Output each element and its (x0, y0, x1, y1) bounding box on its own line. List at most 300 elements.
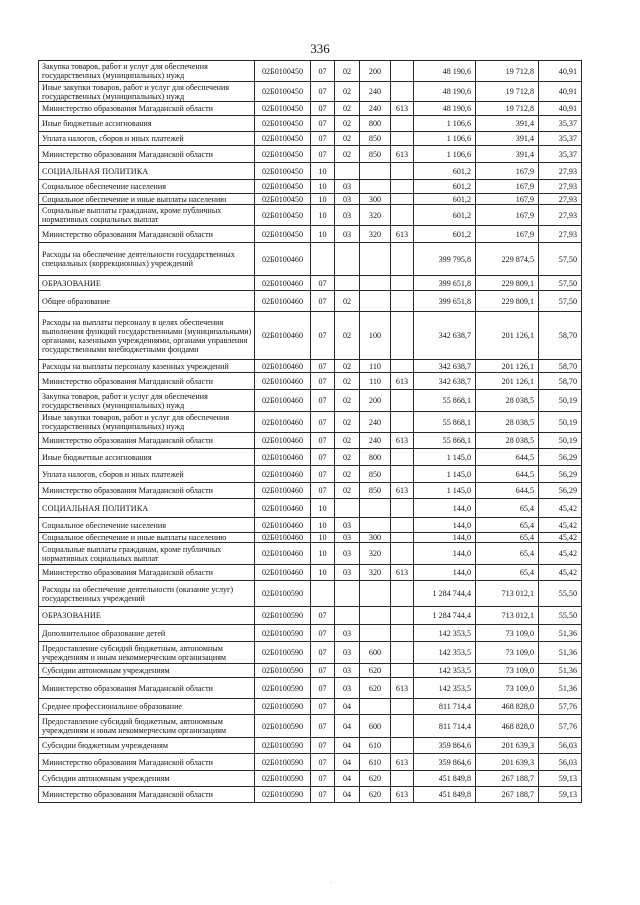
cell-pr: 02 (335, 116, 360, 132)
cell-rz: 10 (311, 543, 335, 565)
cell-grbs (391, 466, 414, 483)
table-row (39, 625, 582, 642)
cell-exec: 267 188,7 (476, 787, 539, 803)
cell-name: СОЦИАЛЬНАЯ ПОЛИТИКА (39, 163, 255, 180)
cell-exec: 713 012,1 (476, 607, 539, 625)
cell-csr: 02Б0100460 (255, 390, 311, 412)
cell-vr (360, 163, 391, 180)
cell-vr (360, 291, 391, 312)
cell-csr: 02Б0100590 (255, 754, 311, 771)
table-row (39, 449, 582, 466)
cell-pr: 04 (335, 787, 360, 803)
cell-plan: 55 868,1 (414, 412, 476, 433)
cell-name: Уплата налогов, сборов и иных платежей (39, 132, 255, 146)
cell-exec: 167,9 (476, 180, 539, 194)
cell-exec: 65,4 (476, 565, 539, 581)
cell-pct: 45,42 (539, 518, 582, 533)
cell-name: Социальное обеспечение населения (39, 518, 255, 533)
cell-rz: 07 (311, 61, 335, 82)
cell-name: СОЦИАЛЬНАЯ ПОЛИТИКА (39, 499, 255, 518)
cell-exec: 167,9 (476, 194, 539, 205)
cell-grbs (391, 518, 414, 533)
cell-vr (360, 518, 391, 533)
cell-plan: 399 651,8 (414, 276, 476, 291)
cell-grbs: 613 (391, 787, 414, 803)
cell-name: Министерство образования Магаданской области (39, 102, 255, 116)
cell-grbs: 613 (391, 433, 414, 449)
cell-name: Иные закупки товаров, работ и услуг для обеспечения государственных (муниципальных) нужд (39, 82, 255, 102)
cell-pct: 56,29 (539, 483, 582, 499)
cell-exec: 73 109,0 (476, 678, 539, 699)
cell-exec: 65,4 (476, 499, 539, 518)
cell-name: Социальное обеспечение и иные выплаты населению (39, 194, 255, 205)
cell-pr: 03 (335, 678, 360, 699)
cell-name: Социальное обеспечение и иные выплаты населению (39, 533, 255, 543)
cell-exec: 468 828,0 (476, 715, 539, 738)
cell-exec: 201 126,1 (476, 373, 539, 390)
cell-csr: 02Б0100450 (255, 226, 311, 243)
cell-pr: 02 (335, 433, 360, 449)
cell-grbs: 613 (391, 373, 414, 390)
table-row (39, 373, 582, 390)
cell-name: Уплата налогов, сборов и иных платежей (39, 466, 255, 483)
table-row (39, 754, 582, 771)
cell-pct: 58,70 (539, 360, 582, 373)
cell-csr: 02Б0100460 (255, 483, 311, 499)
cell-grbs (391, 581, 414, 607)
cell-rz (311, 581, 335, 607)
cell-rz: 07 (311, 116, 335, 132)
cell-pr: 02 (335, 373, 360, 390)
cell-pr: 04 (335, 754, 360, 771)
cell-exec: 644,5 (476, 483, 539, 499)
cell-name: Расходы на обеспечение деятельности (оказание услуг) государственных учреждений (39, 581, 255, 607)
cell-plan: 1 145,0 (414, 449, 476, 466)
cell-exec: 167,9 (476, 205, 539, 226)
cell-vr: 610 (360, 738, 391, 754)
scan-mark: · (330, 880, 332, 886)
cell-exec: 267 188,7 (476, 771, 539, 787)
cell-pct: 27,93 (539, 226, 582, 243)
cell-grbs (391, 412, 414, 433)
cell-grbs (391, 61, 414, 82)
cell-vr: 110 (360, 373, 391, 390)
cell-rz: 07 (311, 412, 335, 433)
cell-pr (335, 499, 360, 518)
cell-vr: 240 (360, 82, 391, 102)
cell-plan: 142 353,5 (414, 678, 476, 699)
cell-pr: 02 (335, 312, 360, 360)
cell-vr: 800 (360, 449, 391, 466)
cell-pct: 35,37 (539, 116, 582, 132)
cell-pr: 03 (335, 642, 360, 664)
cell-vr: 320 (360, 543, 391, 565)
cell-plan: 55 868,1 (414, 390, 476, 412)
cell-plan: 811 714,4 (414, 699, 476, 715)
table-row (39, 699, 582, 715)
cell-rz: 07 (311, 607, 335, 625)
cell-grbs (391, 180, 414, 194)
cell-plan: 144,0 (414, 518, 476, 533)
cell-grbs (391, 543, 414, 565)
cell-rz: 10 (311, 194, 335, 205)
cell-plan: 342 638,7 (414, 360, 476, 373)
cell-name: Социальные выплаты гражданам, кроме публичных нормативных социальных выплат (39, 543, 255, 565)
cell-plan: 55 868,1 (414, 433, 476, 449)
cell-exec: 28 038,5 (476, 433, 539, 449)
table-row (39, 390, 582, 412)
cell-rz: 07 (311, 291, 335, 312)
table-row (39, 664, 582, 678)
cell-pr: 03 (335, 180, 360, 194)
cell-rz: 07 (311, 483, 335, 499)
cell-vr: 240 (360, 433, 391, 449)
cell-rz: 07 (311, 312, 335, 360)
cell-rz: 10 (311, 180, 335, 194)
cell-name: ОБРАЗОВАНИЕ (39, 607, 255, 625)
cell-vr: 300 (360, 533, 391, 543)
cell-name: Расходы на обеспечение деятельности государственных специальных (коррекционных) учреждений (39, 243, 255, 276)
cell-grbs: 613 (391, 146, 414, 163)
cell-pct: 57,76 (539, 699, 582, 715)
cell-plan: 1 284 744,4 (414, 607, 476, 625)
cell-plan: 601,2 (414, 205, 476, 226)
cell-name: Иные бюджетные ассигнования (39, 449, 255, 466)
cell-pr: 03 (335, 205, 360, 226)
cell-vr: 300 (360, 194, 391, 205)
cell-plan: 48 190,6 (414, 102, 476, 116)
cell-pr: 02 (335, 82, 360, 102)
cell-exec: 65,4 (476, 533, 539, 543)
cell-pct: 45,42 (539, 533, 582, 543)
cell-rz: 10 (311, 226, 335, 243)
cell-grbs (391, 194, 414, 205)
cell-vr (360, 276, 391, 291)
table-row (39, 226, 582, 243)
cell-grbs: 613 (391, 565, 414, 581)
cell-csr: 02Б0100590 (255, 642, 311, 664)
cell-rz: 07 (311, 699, 335, 715)
cell-pr: 02 (335, 390, 360, 412)
cell-plan: 399 651,8 (414, 291, 476, 312)
table-row (39, 291, 582, 312)
cell-csr: 02Б0100460 (255, 291, 311, 312)
cell-pct: 51,36 (539, 625, 582, 642)
cell-plan: 48 190,6 (414, 61, 476, 82)
cell-pr: 02 (335, 61, 360, 82)
cell-plan: 1 145,0 (414, 466, 476, 483)
cell-csr: 02Б0100450 (255, 132, 311, 146)
cell-csr: 02Б0100450 (255, 194, 311, 205)
cell-grbs: 613 (391, 102, 414, 116)
cell-exec: 73 109,0 (476, 664, 539, 678)
cell-plan: 342 638,7 (414, 373, 476, 390)
cell-exec: 391,4 (476, 132, 539, 146)
cell-grbs (391, 533, 414, 543)
cell-exec: 19 712,8 (476, 102, 539, 116)
cell-rz: 07 (311, 276, 335, 291)
cell-plan: 451 849,8 (414, 771, 476, 787)
cell-name: Расходы на выплаты персоналу в целях обеспечения выполнения функций государственными (муниципальными) органами, казенными учреждениями, органами управления государственными внебюджетными фондами (39, 312, 255, 360)
cell-pct: 56,03 (539, 754, 582, 771)
cell-grbs: 613 (391, 483, 414, 499)
cell-grbs (391, 715, 414, 738)
table-row (39, 518, 582, 533)
cell-vr (360, 625, 391, 642)
cell-rz (311, 243, 335, 276)
cell-name: ОБРАЗОВАНИЕ (39, 276, 255, 291)
cell-name: Министерство образования Магаданской области (39, 787, 255, 803)
table-row (39, 483, 582, 499)
cell-name: Субсидии бюджетным учреждениям (39, 738, 255, 754)
cell-pct: 40,91 (539, 61, 582, 82)
cell-pr: 02 (335, 466, 360, 483)
table-row (39, 533, 582, 543)
cell-csr: 02Б0100590 (255, 625, 311, 642)
cell-grbs (391, 82, 414, 102)
cell-exec: 391,4 (476, 146, 539, 163)
cell-plan: 811 714,4 (414, 715, 476, 738)
cell-exec: 167,9 (476, 226, 539, 243)
cell-plan: 601,2 (414, 226, 476, 243)
table-row (39, 132, 582, 146)
cell-plan: 359 864,6 (414, 754, 476, 771)
cell-exec: 229 809,1 (476, 291, 539, 312)
cell-vr: 620 (360, 664, 391, 678)
cell-pct: 57,50 (539, 291, 582, 312)
cell-pct: 59,13 (539, 787, 582, 803)
cell-name: Предоставление субсидий бюджетным, автономным учреждениям и иным некоммерческим организациям (39, 642, 255, 664)
cell-exec: 201 639,3 (476, 754, 539, 771)
table-row (39, 61, 582, 82)
cell-pct: 58,70 (539, 373, 582, 390)
cell-exec: 713 012,1 (476, 581, 539, 607)
cell-plan: 601,2 (414, 180, 476, 194)
cell-csr: 02Б0100450 (255, 82, 311, 102)
table-row (39, 715, 582, 738)
cell-pct: 51,36 (539, 664, 582, 678)
cell-csr: 02Б0100460 (255, 412, 311, 433)
cell-pr: 04 (335, 715, 360, 738)
cell-name: Закупка товаров, работ и услуг для обеспечения государственных (муниципальных) нужд (39, 390, 255, 412)
cell-pr: 02 (335, 449, 360, 466)
cell-csr: 02Б0100460 (255, 360, 311, 373)
cell-rz: 10 (311, 163, 335, 180)
table-row (39, 102, 582, 116)
cell-name: Министерство образования Магаданской области (39, 146, 255, 163)
cell-csr: 02Б0100450 (255, 116, 311, 132)
cell-plan: 144,0 (414, 499, 476, 518)
cell-pr: 03 (335, 194, 360, 205)
cell-pct: 45,42 (539, 543, 582, 565)
cell-vr: 800 (360, 116, 391, 132)
cell-grbs (391, 116, 414, 132)
table-row (39, 787, 582, 803)
cell-csr: 02Б0100590 (255, 678, 311, 699)
cell-csr: 02Б0100460 (255, 466, 311, 483)
cell-name: Субсидии автономным учреждениям (39, 664, 255, 678)
cell-pr: 02 (335, 412, 360, 433)
cell-name: Министерство образования Магаданской области (39, 754, 255, 771)
table-row (39, 543, 582, 565)
cell-plan: 601,2 (414, 194, 476, 205)
cell-rz: 07 (311, 390, 335, 412)
cell-grbs (391, 625, 414, 642)
cell-grbs (391, 276, 414, 291)
cell-plan: 399 795,8 (414, 243, 476, 276)
cell-pr: 02 (335, 483, 360, 499)
cell-pr (335, 581, 360, 607)
cell-pct: 27,93 (539, 194, 582, 205)
table-row (39, 565, 582, 581)
budget-table (38, 60, 582, 803)
table-row (39, 276, 582, 291)
cell-plan: 142 353,5 (414, 642, 476, 664)
cell-name: Министерство образования Магаданской области (39, 373, 255, 390)
table-row (39, 180, 582, 194)
cell-exec: 229 874,5 (476, 243, 539, 276)
cell-pct: 50,19 (539, 412, 582, 433)
cell-grbs (391, 771, 414, 787)
cell-rz: 07 (311, 82, 335, 102)
cell-vr: 620 (360, 771, 391, 787)
cell-pr: 03 (335, 565, 360, 581)
cell-grbs (391, 163, 414, 180)
cell-exec: 167,9 (476, 163, 539, 180)
cell-csr: 02Б0100450 (255, 180, 311, 194)
cell-pct: 27,93 (539, 180, 582, 194)
table-row (39, 678, 582, 699)
table-row (39, 163, 582, 180)
cell-vr: 320 (360, 565, 391, 581)
cell-csr: 02Б0100590 (255, 581, 311, 607)
cell-rz: 10 (311, 499, 335, 518)
cell-csr: 02Б0100460 (255, 312, 311, 360)
cell-pr (335, 243, 360, 276)
cell-pct: 57,50 (539, 243, 582, 276)
cell-pr (335, 163, 360, 180)
cell-pct: 35,37 (539, 132, 582, 146)
table-row (39, 194, 582, 205)
cell-name: Министерство образования Магаданской области (39, 678, 255, 699)
table-row (39, 642, 582, 664)
cell-rz: 07 (311, 433, 335, 449)
cell-pr: 03 (335, 226, 360, 243)
cell-rz: 07 (311, 738, 335, 754)
table-row (39, 146, 582, 163)
cell-vr: 200 (360, 390, 391, 412)
cell-exec: 201 639,3 (476, 738, 539, 754)
cell-plan: 142 353,5 (414, 664, 476, 678)
cell-rz: 07 (311, 678, 335, 699)
cell-vr: 110 (360, 360, 391, 373)
cell-exec: 28 038,5 (476, 390, 539, 412)
cell-pct: 40,91 (539, 102, 582, 116)
cell-vr (360, 581, 391, 607)
table-row (39, 82, 582, 102)
cell-vr: 850 (360, 483, 391, 499)
table-row (39, 116, 582, 132)
cell-grbs: 613 (391, 226, 414, 243)
cell-csr: 02Б0100460 (255, 373, 311, 390)
cell-name: Предоставление субсидий бюджетным, автономным учреждениям и иным некоммерческим организациям (39, 715, 255, 738)
cell-pct: 51,36 (539, 642, 582, 664)
cell-csr: 02Б0100450 (255, 146, 311, 163)
cell-rz: 07 (311, 715, 335, 738)
cell-exec: 19 712,8 (476, 82, 539, 102)
cell-rz: 07 (311, 754, 335, 771)
cell-plan: 1 145,0 (414, 483, 476, 499)
cell-pr: 03 (335, 664, 360, 678)
cell-csr: 02Б0100590 (255, 715, 311, 738)
cell-csr: 02Б0100460 (255, 243, 311, 276)
cell-exec: 229 809,1 (476, 276, 539, 291)
cell-pct: 59,13 (539, 771, 582, 787)
cell-vr: 850 (360, 466, 391, 483)
cell-name: Среднее профессиональное образование (39, 699, 255, 715)
cell-rz: 07 (311, 642, 335, 664)
cell-exec: 73 109,0 (476, 642, 539, 664)
cell-pct: 50,19 (539, 433, 582, 449)
cell-pct: 50,19 (539, 390, 582, 412)
table-row (39, 412, 582, 433)
cell-name: Закупка товаров, работ и услуг для обеспечения государственных (муниципальных) нужд (39, 61, 255, 82)
cell-pr: 02 (335, 360, 360, 373)
cell-csr: 02Б0100460 (255, 499, 311, 518)
cell-exec: 28 038,5 (476, 412, 539, 433)
cell-vr: 100 (360, 312, 391, 360)
cell-vr: 320 (360, 226, 391, 243)
cell-grbs: 613 (391, 678, 414, 699)
cell-rz: 07 (311, 360, 335, 373)
cell-pr (335, 276, 360, 291)
cell-rz: 07 (311, 787, 335, 803)
cell-pct: 57,76 (539, 715, 582, 738)
cell-plan: 144,0 (414, 565, 476, 581)
cell-grbs (391, 132, 414, 146)
cell-pct: 35,37 (539, 146, 582, 163)
cell-exec: 19 712,8 (476, 61, 539, 82)
cell-pr: 02 (335, 291, 360, 312)
cell-pct: 45,42 (539, 565, 582, 581)
cell-plan: 359 864,6 (414, 738, 476, 754)
cell-pct: 55,50 (539, 607, 582, 625)
cell-plan: 1 284 744,4 (414, 581, 476, 607)
cell-pr: 02 (335, 132, 360, 146)
cell-vr: 850 (360, 132, 391, 146)
cell-pct: 55,50 (539, 581, 582, 607)
cell-plan: 1 106,6 (414, 116, 476, 132)
cell-exec: 468 828,0 (476, 699, 539, 715)
cell-csr: 02Б0100590 (255, 664, 311, 678)
cell-grbs (391, 738, 414, 754)
cell-name: Субсидии автономным учреждениям (39, 771, 255, 787)
cell-plan: 144,0 (414, 533, 476, 543)
cell-rz: 07 (311, 466, 335, 483)
cell-csr: 02Б0100460 (255, 449, 311, 466)
cell-vr: 200 (360, 61, 391, 82)
cell-pr: 03 (335, 625, 360, 642)
cell-plan: 48 190,6 (414, 82, 476, 102)
cell-csr: 02Б0100460 (255, 533, 311, 543)
cell-name: Министерство образования Магаданской области (39, 565, 255, 581)
cell-name: Общее образование (39, 291, 255, 312)
cell-name: Министерство образования Магаданской области (39, 433, 255, 449)
cell-plan: 144,0 (414, 543, 476, 565)
cell-pct: 51,36 (539, 678, 582, 699)
cell-csr: 02Б0100450 (255, 205, 311, 226)
cell-csr: 02Б0100450 (255, 102, 311, 116)
